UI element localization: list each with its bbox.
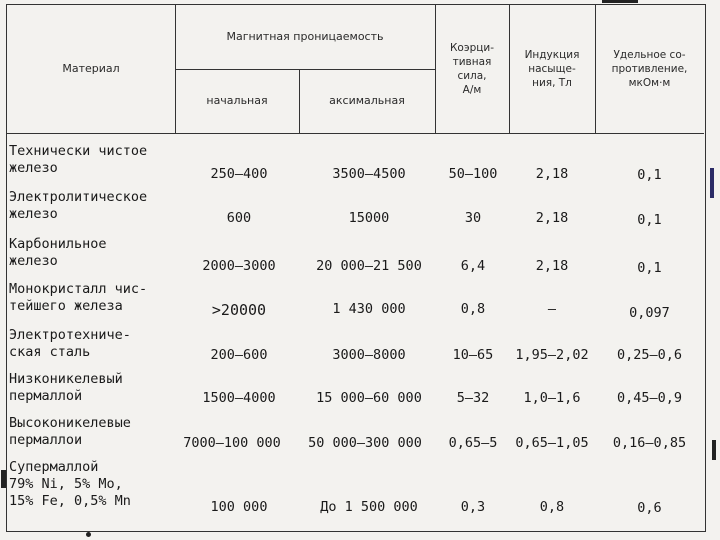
row-maximal-permeability: 3500—4500 xyxy=(332,166,406,182)
row-initial-permeability: 1500—4000 xyxy=(202,390,276,406)
table-header xyxy=(7,5,704,134)
row-material: Высоконикелевые пермаллои xyxy=(9,415,131,448)
bottom-dot-mark xyxy=(86,532,91,537)
header-coercive-force: Коэрци- тивная сила, А/м xyxy=(449,42,495,96)
row-material: Электротехниче- ская сталь xyxy=(9,327,131,360)
row-resistivity: 0,25—0,6 xyxy=(616,347,683,363)
row-saturation-induction: 0,8 xyxy=(539,499,565,515)
table-row xyxy=(7,371,704,411)
row-maximal-permeability: 20 000—21 500 xyxy=(316,258,422,274)
top-edge-mark xyxy=(602,0,638,3)
row-initial-permeability: 7000—100 000 xyxy=(183,435,281,451)
table-row xyxy=(7,189,704,229)
row-resistivity: 0,16—0,85 xyxy=(612,435,687,451)
right-edge-mark xyxy=(710,168,714,198)
row-coercive-force: 50—100 xyxy=(448,166,498,182)
row-resistivity: 0,6 xyxy=(637,500,662,516)
row-coercive-force: 0,65—5 xyxy=(448,435,498,451)
header-saturation-induction: Индукция насыще- ния, Тл xyxy=(524,49,580,89)
row-resistivity: 0,45—0,9 xyxy=(616,390,683,406)
row-saturation-induction: — xyxy=(547,301,557,317)
row-material: Низконикелевый пермаллой xyxy=(9,371,123,404)
row-maximal-permeability: 3000—8000 xyxy=(332,347,406,363)
row-coercive-force: 0,8 xyxy=(460,301,486,317)
right-edge-mark-lower xyxy=(712,440,716,460)
row-initial-permeability: 100 000 xyxy=(210,499,268,515)
row-initial-permeability: 250—400 xyxy=(210,166,268,182)
row-maximal-permeability: 15000 xyxy=(348,210,390,226)
table-row xyxy=(7,459,704,529)
row-saturation-induction: 1,0—1,6 xyxy=(523,390,581,406)
header-permeability-initial: начальная xyxy=(206,94,268,107)
row-coercive-force: 30 xyxy=(464,210,482,226)
row-initial-permeability: >20000 xyxy=(211,301,267,319)
row-material: Технически чистое железо xyxy=(9,143,148,176)
row-maximal-permeability: 50 000—300 000 xyxy=(308,435,422,451)
table-row xyxy=(7,281,704,321)
header-permeability-maximal: аксимальная xyxy=(329,94,405,107)
row-saturation-induction: 2,18 xyxy=(535,210,569,226)
table-row xyxy=(7,327,704,367)
row-material: Монокристалл чис- тейшего железа xyxy=(9,281,148,314)
row-resistivity: 0,1 xyxy=(637,212,662,228)
row-initial-permeability: 200—600 xyxy=(210,347,268,363)
table-row xyxy=(7,143,704,183)
left-edge-mark xyxy=(1,470,6,488)
row-maximal-permeability: 15 000—60 000 xyxy=(316,390,422,406)
row-initial-permeability: 600 xyxy=(226,210,252,226)
header-material: Материал xyxy=(62,62,120,75)
header-permeability: Магнитная проницаемость xyxy=(226,30,384,43)
row-resistivity: 0,1 xyxy=(637,260,662,276)
table-row xyxy=(7,415,704,455)
row-resistivity: 0,097 xyxy=(629,305,670,321)
row-material: Карбонильное железо xyxy=(9,236,107,269)
row-coercive-force: 5—32 xyxy=(456,390,490,406)
row-maximal-permeability: До 1 500 000 xyxy=(320,499,418,515)
table-row xyxy=(7,236,704,276)
row-resistivity: 0,1 xyxy=(637,167,662,183)
row-saturation-induction: 2,18 xyxy=(535,166,569,182)
row-coercive-force: 0,3 xyxy=(460,499,486,515)
row-saturation-induction: 2,18 xyxy=(535,258,569,274)
row-material: Электролитическое железо xyxy=(9,189,148,222)
row-maximal-permeability: 1 430 000 xyxy=(332,301,406,317)
row-saturation-induction: 1,95—2,02 xyxy=(515,347,589,363)
row-initial-permeability: 2000—3000 xyxy=(202,258,276,274)
row-saturation-induction: 0,65—1,05 xyxy=(515,435,589,451)
properties-table xyxy=(6,4,706,532)
row-coercive-force: 10—65 xyxy=(452,347,494,363)
row-material: Супермаллой 79% Ni, 5% Mo, 15% Fe, 0,5% Mn xyxy=(9,459,131,509)
row-coercive-force: 6,4 xyxy=(460,258,486,274)
header-resistivity: Удельное со- противление, мкОм·м xyxy=(611,49,688,89)
